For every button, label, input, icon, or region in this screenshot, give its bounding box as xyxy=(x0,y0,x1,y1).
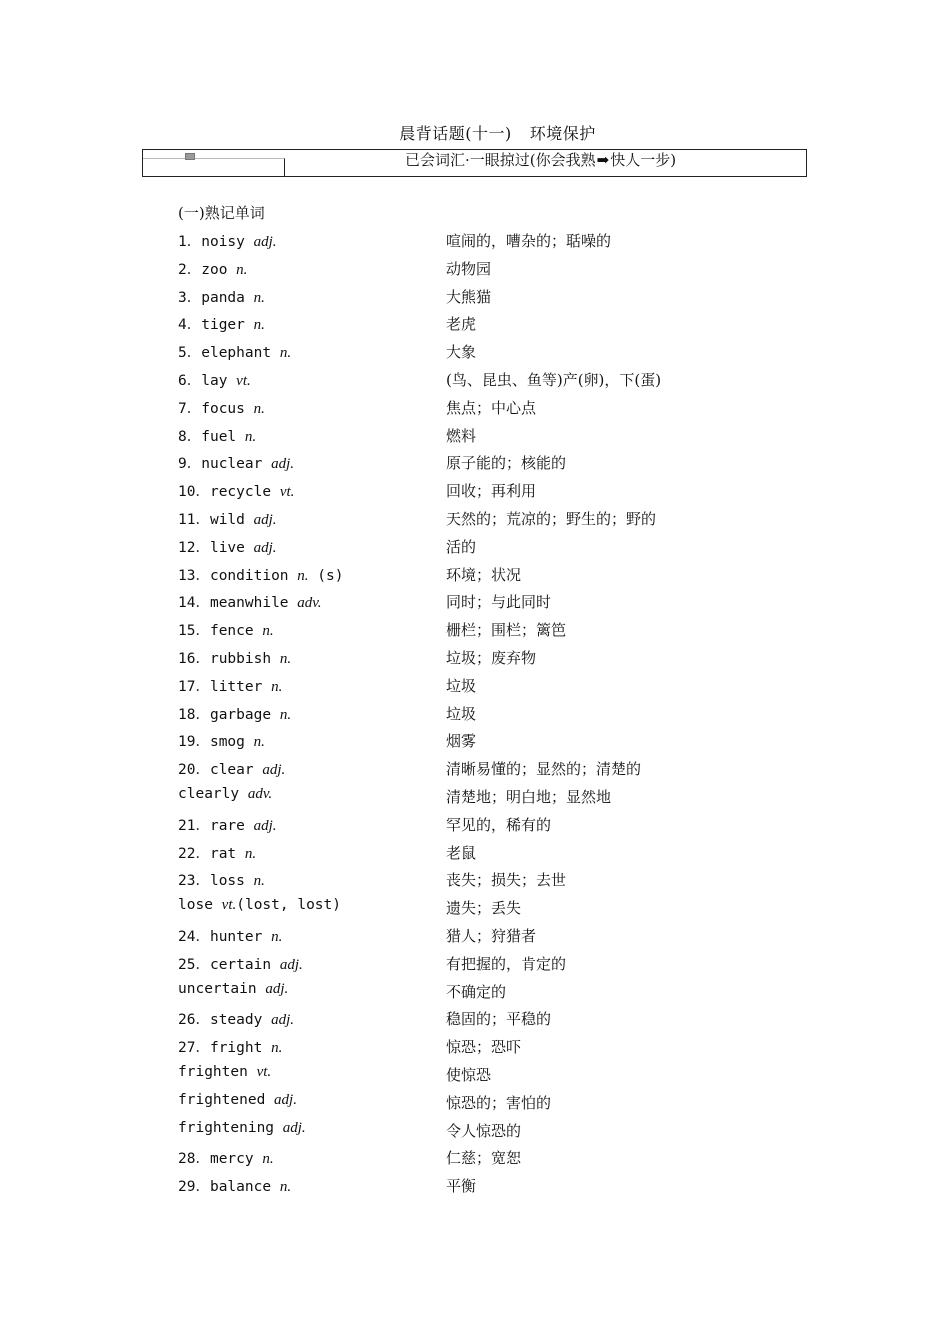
entry-word: 12．live xyxy=(178,539,245,556)
entry-english xyxy=(178,619,274,640)
entry-pos: n. xyxy=(271,1040,283,1057)
list-item xyxy=(178,949,798,977)
entry-meaning: 动物园 xyxy=(446,259,492,278)
entry-english xyxy=(178,953,303,974)
list-item xyxy=(178,615,798,643)
list-item xyxy=(178,421,798,449)
list-item xyxy=(178,838,798,866)
entry-english xyxy=(178,425,256,446)
list-item xyxy=(178,282,798,310)
list-item xyxy=(178,1088,798,1116)
entry-english xyxy=(178,925,282,946)
entry-meaning: 使惊恐 xyxy=(446,1065,492,1084)
entry-word: 22．rat xyxy=(178,845,237,862)
section-heading: (一)熟记单词 xyxy=(178,204,265,222)
entry-pos: n. xyxy=(279,1179,292,1196)
entry-meaning: 喧闹的，嘈杂的；聒噪的 xyxy=(446,232,612,250)
entry-meaning: 垃圾；废弃物 xyxy=(446,648,537,667)
entry-word: 4．tiger xyxy=(178,317,245,334)
entry-word: 2．zoo xyxy=(178,261,228,278)
list-item xyxy=(178,671,798,699)
header-marker-icon xyxy=(185,153,195,160)
entry-english xyxy=(178,1175,291,1196)
list-item xyxy=(178,754,798,782)
entry-meaning: 猎人；狩猎者 xyxy=(446,926,537,945)
vocab-list xyxy=(178,226,798,1199)
entry-pos: adj. xyxy=(271,1012,294,1029)
list-item xyxy=(178,865,798,893)
entry-word: 17．litter xyxy=(178,678,263,695)
entry-english xyxy=(178,981,288,998)
entry-meaning: 栅栏；围栏；篱笆 xyxy=(446,621,567,640)
list-item xyxy=(178,782,798,810)
entry-english xyxy=(178,1064,271,1081)
entry-english xyxy=(178,508,277,529)
entry-pos: adj. xyxy=(282,1119,306,1136)
entry-pos: vt. xyxy=(236,372,251,389)
header-left-cell xyxy=(143,158,285,177)
entry-meaning: 清楚地；明白地；显然地 xyxy=(446,787,612,806)
list-item xyxy=(178,893,798,921)
entry-meaning: 垃圾 xyxy=(446,704,477,723)
entry-pos: vt. xyxy=(256,1063,272,1080)
entry-pos: n. xyxy=(253,317,265,334)
entry-pos: n. xyxy=(244,428,257,445)
entry-meaning: (鸟、昆虫、鱼等)产(卵)，下(蛋) xyxy=(446,370,662,389)
entry-pos: adv. xyxy=(297,595,322,612)
entry-meaning: 惊恐的；害怕的 xyxy=(446,1093,552,1112)
entry-word: 27．fright xyxy=(178,1040,263,1057)
entry-word: frightened xyxy=(178,1091,266,1108)
entry-meaning: 老虎 xyxy=(446,315,477,334)
entry-word: 29．balance xyxy=(178,1179,272,1196)
list-item xyxy=(178,699,798,727)
entry-english xyxy=(178,1008,294,1029)
list-item xyxy=(178,1032,798,1060)
entry-english xyxy=(178,230,277,251)
entry-pos: n. xyxy=(244,845,257,862)
list-item xyxy=(178,977,798,1005)
entry-pos: n. xyxy=(253,400,265,417)
entry-word: 28．mercy xyxy=(178,1151,254,1168)
entry-meaning: 天然的；荒凉的；野生的；野的 xyxy=(446,509,657,528)
entry-english xyxy=(178,258,247,279)
entry-word: frighten xyxy=(178,1063,248,1080)
entry-pos: adj. xyxy=(265,980,289,997)
entry-word: 6．lay xyxy=(178,372,228,389)
entry-pos: vt. xyxy=(279,484,295,501)
entry-word: 3．panda xyxy=(178,289,245,306)
list-item xyxy=(178,476,798,504)
entry-word: 18．garbage xyxy=(178,706,272,723)
header-box xyxy=(142,149,807,177)
list-item xyxy=(178,532,798,560)
entry-word: 20．clear xyxy=(178,762,254,779)
entry-pos: adj. xyxy=(253,234,277,250)
entry-meaning: 有把握的，肯定的 xyxy=(446,954,567,973)
entry-word: 1．noisy xyxy=(178,234,245,250)
entry-meaning: 原子能的；核能的 xyxy=(446,454,567,473)
entry-word: 16．rubbish xyxy=(178,650,272,667)
entry-word: 5．elephant xyxy=(178,345,272,362)
entry-english xyxy=(178,313,265,334)
entry-english xyxy=(178,1036,282,1057)
entry-meaning: 仁慈；宽恕 xyxy=(446,1149,522,1168)
entry-pos: adj. xyxy=(253,539,277,556)
entry-pos: n. xyxy=(253,873,265,890)
title-main: 晨背话题(十一) xyxy=(399,124,512,143)
list-item xyxy=(178,921,798,949)
entry-english xyxy=(178,452,294,473)
entry-word: 15．fence xyxy=(178,623,254,640)
header-text-b: 快人一步) xyxy=(610,151,677,169)
entry-word: 11．wild xyxy=(178,511,245,528)
entry-english xyxy=(178,536,277,557)
list-item xyxy=(178,726,798,754)
entry-meaning: 垃圾 xyxy=(446,676,477,695)
entry-word: 13．condition xyxy=(178,567,289,584)
entry-english xyxy=(178,1120,306,1137)
list-item xyxy=(178,587,798,615)
list-item xyxy=(178,254,798,282)
entry-meaning: 老鼠 xyxy=(446,843,477,862)
entry-english xyxy=(178,369,251,390)
arrow-right-icon: ➡ xyxy=(596,151,610,169)
entry-word: 25．certain xyxy=(178,956,272,973)
entry-meaning: 丧失；损失；去世 xyxy=(446,871,567,890)
entry-english xyxy=(178,1092,297,1109)
list-item xyxy=(178,643,798,671)
entry-word: 19．smog xyxy=(178,734,245,751)
entry-pos: n. xyxy=(279,345,292,362)
entry-word: frightening xyxy=(178,1119,275,1136)
entry-english xyxy=(178,564,343,585)
entry-english xyxy=(178,1147,274,1168)
entry-extra: (s) xyxy=(308,567,344,584)
entry-meaning: 大象 xyxy=(446,343,477,362)
entry-meaning: 燃料 xyxy=(446,426,477,445)
entry-word: 8．fuel xyxy=(178,428,237,445)
header-text-a: 已会词汇·一眼掠过(你会我熟 xyxy=(405,151,596,169)
entry-english xyxy=(178,842,256,863)
list-item xyxy=(178,810,798,838)
entry-english xyxy=(178,647,291,668)
entry-meaning: 活的 xyxy=(446,537,477,556)
list-item xyxy=(178,1171,798,1199)
entry-pos: n. xyxy=(253,289,265,306)
entry-word: 14．meanwhile xyxy=(178,595,289,612)
entry-word: 10．recycle xyxy=(178,484,272,501)
list-item xyxy=(178,365,798,393)
list-item xyxy=(178,1060,798,1088)
entry-pos: n. xyxy=(279,650,292,667)
entry-word: 7．focus xyxy=(178,400,245,417)
entry-word: 24．hunter xyxy=(178,928,263,945)
header-box-text xyxy=(405,150,676,176)
entry-pos: n. xyxy=(253,734,265,751)
entry-meaning: 遗失；丢失 xyxy=(446,899,522,918)
entry-english xyxy=(178,480,294,501)
entry-english xyxy=(178,758,285,779)
list-item xyxy=(178,1004,798,1032)
entry-english xyxy=(178,341,291,362)
entry-pos: adj. xyxy=(262,762,286,779)
entry-english xyxy=(178,591,322,612)
entry-english xyxy=(178,286,265,307)
entry-pos: adj. xyxy=(274,1091,297,1108)
entry-word: 23．loss xyxy=(178,873,245,890)
entry-english xyxy=(178,786,272,803)
entry-word: uncertain xyxy=(178,980,257,997)
entry-english xyxy=(178,814,277,835)
entry-english xyxy=(178,397,265,418)
entry-meaning: 惊恐；恐吓 xyxy=(446,1038,522,1057)
entry-english xyxy=(178,703,291,724)
entry-meaning: 焦点；中心点 xyxy=(446,398,537,417)
list-item xyxy=(178,393,798,421)
entry-pos: adj. xyxy=(271,456,294,473)
entry-meaning: 不确定的 xyxy=(446,982,507,1001)
list-item xyxy=(178,504,798,532)
page-title xyxy=(0,121,950,144)
entry-pos: n. xyxy=(271,678,283,695)
entry-pos: adj. xyxy=(279,956,303,973)
entry-word: 9．nuclear xyxy=(178,456,263,473)
entry-pos: adj. xyxy=(253,511,277,528)
entry-english xyxy=(178,897,341,914)
entry-extra: (lost, lost) xyxy=(236,897,341,914)
entry-meaning: 烟雾 xyxy=(446,732,477,751)
entry-meaning: 环境；状况 xyxy=(446,565,522,584)
entry-pos: n. xyxy=(262,1151,274,1168)
entry-pos: n. xyxy=(297,567,309,584)
entry-english xyxy=(178,869,265,890)
entry-meaning: 回收；再利用 xyxy=(446,482,537,501)
entry-meaning: 同时；与此同时 xyxy=(446,593,552,612)
entry-english xyxy=(178,675,282,696)
entry-pos: n. xyxy=(262,623,274,640)
list-item xyxy=(178,226,798,254)
entry-meaning: 大熊猫 xyxy=(446,287,492,306)
list-item xyxy=(178,337,798,365)
entry-meaning: 罕见的，稀有的 xyxy=(446,815,552,834)
list-item xyxy=(178,1143,798,1171)
entry-pos: adv. xyxy=(247,785,273,802)
entry-word: lose xyxy=(178,897,213,914)
entry-english xyxy=(178,730,265,751)
entry-word: 26．steady xyxy=(178,1012,263,1029)
list-item xyxy=(178,309,798,337)
entry-pos: n. xyxy=(279,706,292,723)
list-item xyxy=(178,448,798,476)
list-item xyxy=(178,560,798,588)
list-item xyxy=(178,1116,798,1144)
entry-pos: vt. xyxy=(221,897,237,914)
entry-meaning: 平衡 xyxy=(446,1177,477,1196)
entry-pos: adj. xyxy=(253,817,277,834)
entry-meaning: 稳固的；平稳的 xyxy=(446,1010,552,1029)
title-topic: 环境保护 xyxy=(529,124,596,143)
entry-pos: n. xyxy=(271,928,283,945)
entry-meaning: 清晰易懂的；显然的；清楚的 xyxy=(446,760,642,779)
entry-pos: n. xyxy=(236,261,248,278)
entry-word: 21．rare xyxy=(178,817,245,834)
entry-meaning: 令人惊恐的 xyxy=(446,1121,522,1140)
entry-word: clearly xyxy=(178,785,240,802)
